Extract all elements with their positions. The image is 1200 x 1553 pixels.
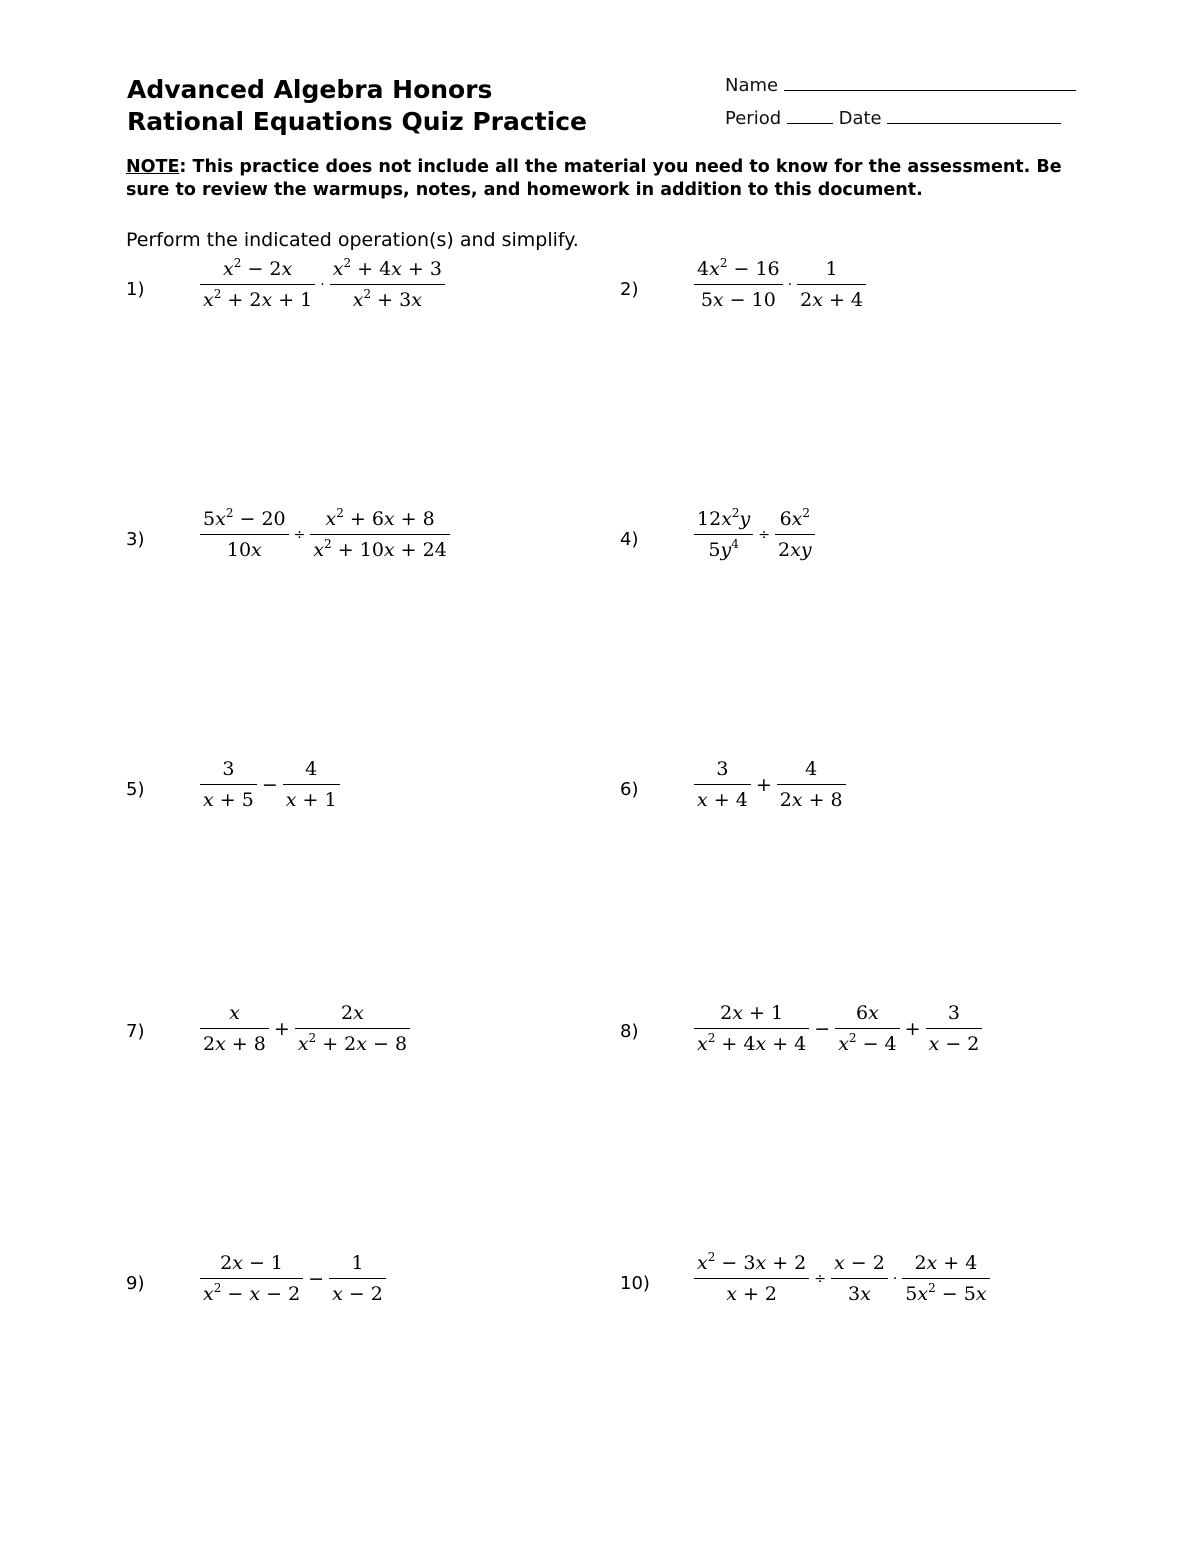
fraction: $\frac{x^2 - 3x + 2}{x + 2}$: [692, 1252, 811, 1305]
problem-number: 6): [620, 779, 639, 800]
problem-number: 1): [126, 279, 145, 300]
divide-operator: ÷: [293, 526, 306, 543]
fraction: $\frac{3}{x + 4}$: [692, 758, 753, 811]
problem-1-expression: [198, 258, 447, 311]
fraction: $\frac{2x + 1}{x^2 + 4x + 4}$: [692, 1002, 811, 1055]
problem-number: 2): [620, 279, 639, 300]
divide-operator: ÷: [814, 1270, 826, 1287]
quiz-title: Rational Equations Quiz Practice: [127, 107, 587, 136]
fraction: $\frac{x^2 - 2x}{x^2 + 2x + 1}$: [198, 258, 317, 311]
minus-operator: −: [261, 773, 278, 796]
fraction: $\frac{4}{2x + 8}$: [775, 758, 848, 811]
problem-3-expression: [198, 508, 452, 561]
divide-operator: ÷: [758, 526, 771, 543]
fraction: $\frac{4x^2 - 16}{5x - 10}$: [692, 258, 785, 311]
plus-operator: +: [755, 773, 772, 796]
period-date-field: [725, 107, 1061, 129]
problem-2-expression: [692, 258, 868, 311]
multiply-operator: ·: [320, 276, 325, 293]
course-title: Advanced Algebra Honors: [127, 75, 493, 104]
name-blank[interactable]: [784, 74, 1076, 91]
problem-6-expression: [692, 758, 848, 811]
fraction: $\frac{3}{x - 2}$: [924, 1002, 985, 1055]
date-label: Date: [838, 108, 882, 129]
name-label: Name: [725, 75, 779, 96]
date-blank[interactable]: [887, 107, 1061, 124]
problem-8-expression: [692, 1002, 984, 1055]
problem-number: 5): [126, 779, 145, 800]
fraction: $\frac{x^2 + 4x + 3}{x^2 + 3x}$: [328, 258, 447, 311]
fraction: $\frac{5x^2 - 20}{10x}$: [198, 508, 291, 561]
fraction: $\frac{2x + 4}{5x^2 - 5x}$: [900, 1252, 991, 1305]
problem-10-expression: [692, 1252, 992, 1305]
problem-number: 3): [126, 529, 145, 550]
fraction: $\frac{3}{x + 5}$: [198, 758, 259, 811]
problem-number: 10): [620, 1273, 650, 1294]
fraction: $\frac{1}{x - 2}$: [327, 1252, 388, 1305]
fraction: $\frac{1}{2x + 4}$: [795, 258, 868, 311]
period-label: Period: [725, 108, 782, 129]
minus-operator: −: [814, 1017, 831, 1040]
problem-number: 9): [126, 1273, 145, 1294]
problem-4-expression: [692, 508, 817, 561]
problem-5-expression: [198, 758, 342, 811]
multiply-operator: ·: [892, 1270, 898, 1287]
plus-operator: +: [904, 1017, 921, 1040]
fraction: $\frac{x - 2}{3x}$: [829, 1252, 890, 1305]
fraction: $\frac{2x - 1}{x^2 - x - 2}$: [198, 1252, 305, 1305]
fraction: $\frac{4}{x + 1}$: [281, 758, 342, 811]
problem-number: 4): [620, 529, 639, 550]
problem-number: 8): [620, 1021, 639, 1042]
note-text: : This practice does not include all the material you need to know for the assessment. Be sure to review the warmups, notes, and homework in addition to this document.: [126, 157, 1062, 200]
problem-9-expression: [198, 1252, 388, 1305]
minus-operator: −: [308, 1267, 325, 1290]
problem-7-expression: [198, 1002, 412, 1055]
fraction: $\frac{2x}{x^2 + 2x - 8}$: [293, 1002, 412, 1055]
name-field[interactable]: [725, 74, 1076, 96]
fraction: $\frac{x}{2x + 8}$: [198, 1002, 271, 1055]
plus-operator: +: [273, 1017, 290, 1040]
fraction: $\frac{x^2 + 6x + 8}{x^2 + 10x + 24}$: [308, 508, 451, 561]
multiply-operator: ·: [787, 276, 793, 293]
fraction: $\frac{6x}{x^2 - 4}$: [833, 1002, 901, 1055]
note-label: NOTE: [126, 157, 180, 177]
problem-number: 7): [126, 1021, 145, 1042]
period-blank[interactable]: [787, 107, 833, 124]
instructions: Perform the indicated operation(s) and simplify.: [126, 229, 579, 251]
note-paragraph: [126, 156, 1086, 202]
fraction: $\frac{6x^2}{2xy}$: [773, 508, 817, 561]
fraction: $\frac{12x^2y}{5y^4}$: [692, 508, 755, 561]
